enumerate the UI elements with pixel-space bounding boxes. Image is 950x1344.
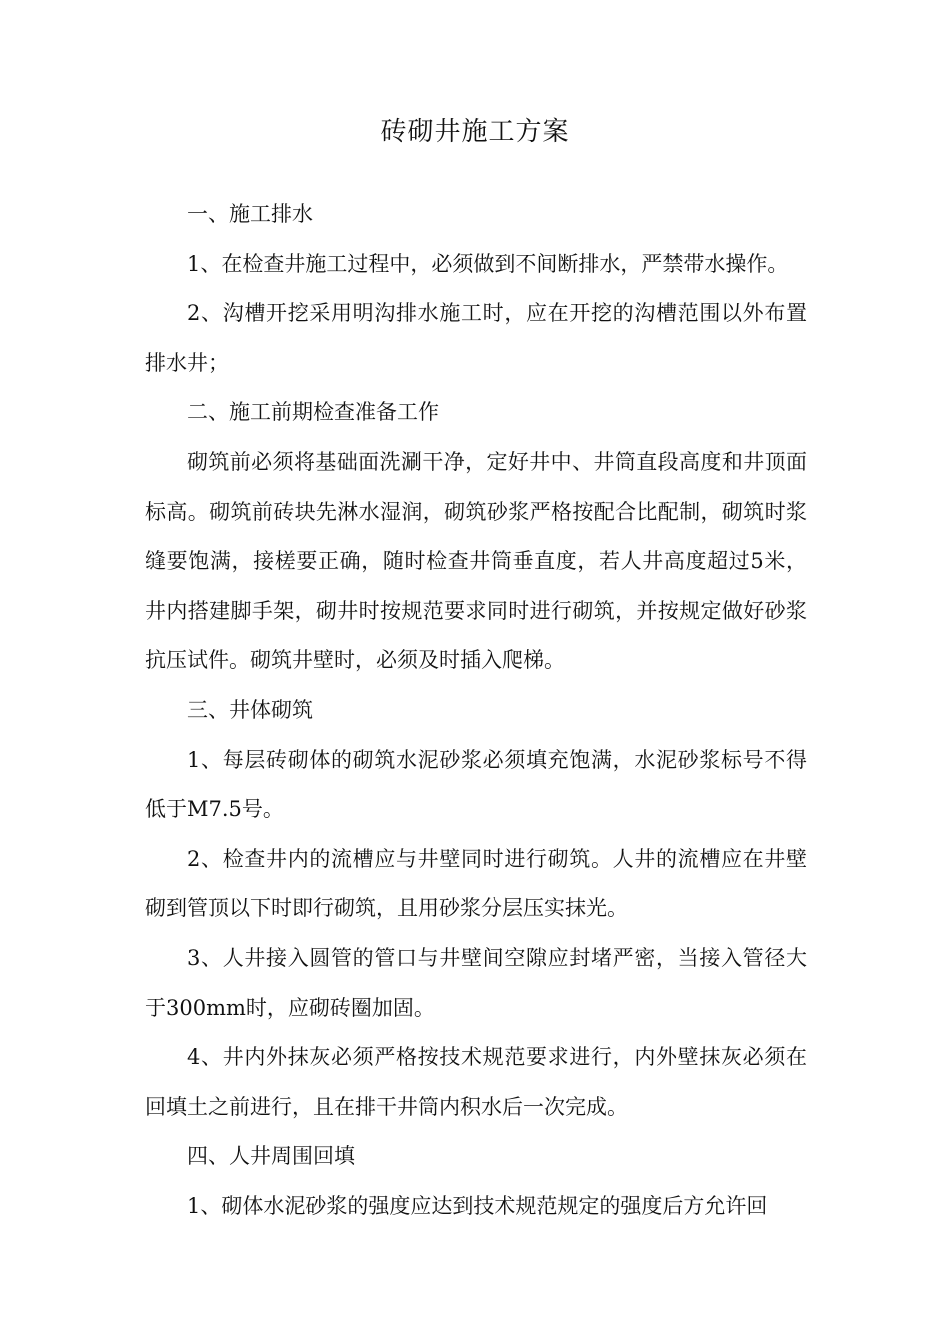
section-heading-drainage: 一、施工排水 bbox=[187, 202, 313, 226]
paragraph: 砌筑前必须将基础面洗涮干净，定好井中、井筒直段高度和井顶面标高。砌筑前砖块先淋水湿润，砌筑砂浆严格按配合比配制，砌筑时浆缝要饱满，接槎要正确，随时检查井筒垂直度，若人井高度超过5米，井内搭建脚手架，砌井时按规范要求同时进行砌筑，并按规定做好砂浆抗压试件。砌筑井壁时，必须及时插入爬梯。 bbox=[145, 449, 807, 673]
document-title: 砖砌井施工方案 bbox=[380, 117, 570, 147]
section-heading-preparation: 二、施工前期检查准备工作 bbox=[187, 400, 439, 425]
paragraph: 4、井内外抹灰必须严格按技术规范要求进行，内外壁抹灰必须在回填土之前进行，且在排干井筒内积水后一次完成。 bbox=[145, 1045, 807, 1119]
section-heading-backfill: 四、人井周围回填 bbox=[187, 1144, 355, 1169]
paragraph: 2、检查井内的流槽应与井壁同时进行砌筑。人井的流槽应在井壁砌到管顶以下时即行砌筑，且用砂浆分层压实抹光。 bbox=[145, 846, 807, 921]
paragraph: 1、砌体水泥砂浆的强度应达到技术规范规定的强度后方允许回 bbox=[187, 1193, 768, 1218]
paragraph: 1、每层砖砌体的砌筑水泥砂浆必须填充饱满，水泥砂浆标号不得低于M7.5号。 bbox=[145, 747, 807, 822]
section-heading-masonry: 三、井体砌筑 bbox=[187, 697, 313, 722]
paragraph: 1、在检查井施工过程中，必须做到不间断排水，严禁带水操作。 bbox=[187, 251, 789, 276]
document-body bbox=[145, 190, 807, 1231]
paragraph: 3、人井接入圆管的管口与井壁间空隙应封堵严密，当接入管径大于300mm时，应砌砖圈加固。 bbox=[145, 945, 807, 1020]
paragraph: 2、沟槽开挖采用明沟排水施工时，应在开挖的沟槽范围以外布置排水井； bbox=[145, 301, 807, 375]
